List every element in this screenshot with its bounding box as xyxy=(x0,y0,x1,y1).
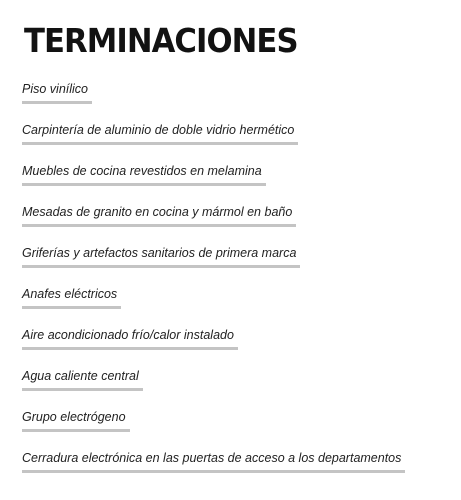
list-item-label: Carpintería de aluminio de doble vidrio hermético xyxy=(22,119,298,145)
list-item-label: Mesadas de granito en cocina y mármol en baño xyxy=(22,201,296,227)
list-item-label: Griferías y artefactos sanitarios de primera marca xyxy=(22,242,300,268)
list-item-label: Agua caliente central xyxy=(22,365,143,391)
list-item-label: Grupo electrógeno xyxy=(22,406,130,432)
list-item-label: Anafes eléctricos xyxy=(22,283,121,309)
list-item-label: Aire acondicionado frío/calor instalado xyxy=(22,324,238,350)
list-item-label: Piso vinílico xyxy=(22,78,92,104)
list-item xyxy=(22,447,405,488)
list-item-label: Cerradura electrónica en las puertas de acceso a los departamentos xyxy=(22,447,405,473)
list-item xyxy=(22,283,405,324)
list-item xyxy=(22,324,405,365)
list-item xyxy=(22,160,405,201)
list-item xyxy=(22,201,405,242)
list-item xyxy=(22,78,405,119)
page-title: TERMINACIONES xyxy=(24,21,298,60)
list-item xyxy=(22,119,405,160)
list-item xyxy=(22,365,405,406)
list-item xyxy=(22,242,405,283)
features-list xyxy=(22,78,405,488)
list-item-label: Muebles de cocina revestidos en melamina xyxy=(22,160,266,186)
list-item xyxy=(22,406,405,447)
